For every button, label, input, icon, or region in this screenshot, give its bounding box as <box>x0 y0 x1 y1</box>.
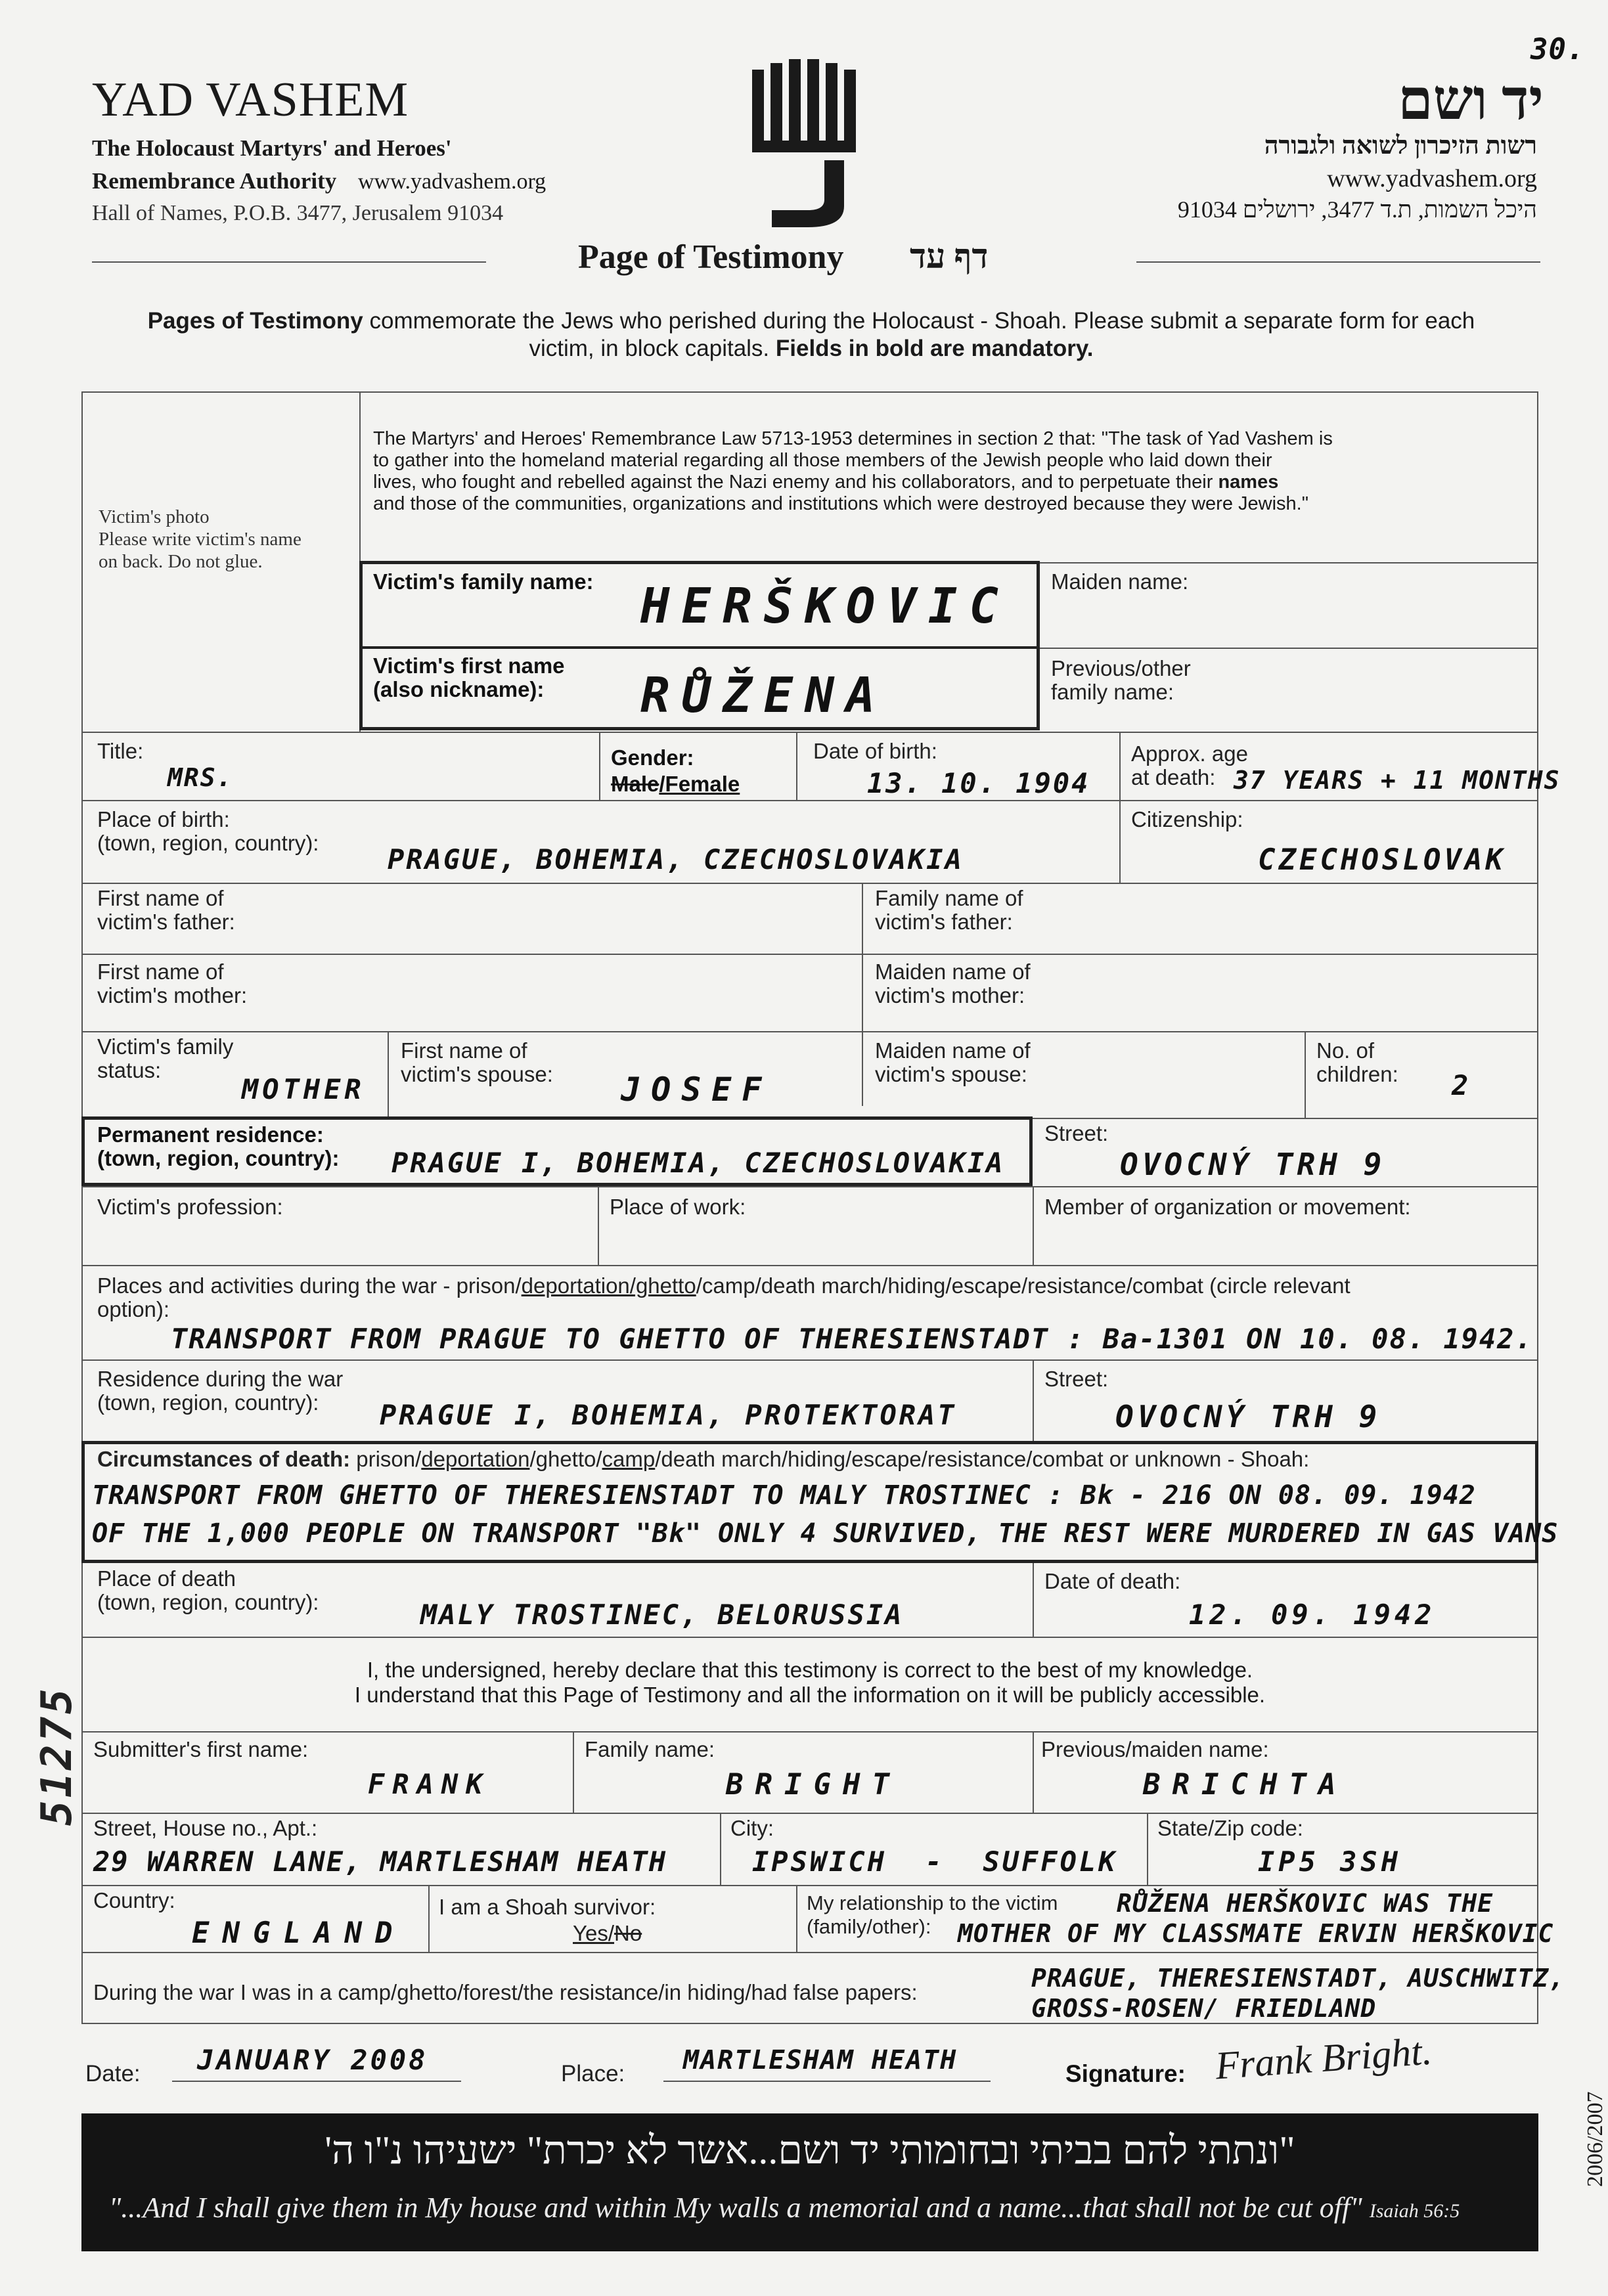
children-label-2: children: <box>1316 1062 1398 1086</box>
submitter-war-value-1[interactable]: PRAGUE, THERESIENSTADT, AUSCHWITZ, <box>1031 1964 1565 1993</box>
prev-family-label-1: Previous/other <box>1051 656 1191 680</box>
photo-line2: Please write victim's name <box>99 529 302 550</box>
death-circ-value-2[interactable]: OF THE 1,000 PEOPLE ON TRANSPORT "Bk" ONLY 4 SURVIVED, THE REST WERE MURDERED IN GAS VANS <box>92 1518 1559 1549</box>
residence-label-1: Permanent residence: <box>97 1122 324 1147</box>
footer-band <box>81 2113 1538 2251</box>
mother-first-label-2: victim's mother: <box>97 983 248 1007</box>
rule-10 <box>81 1637 1538 1638</box>
mother-first-label-1: First name of <box>97 960 224 984</box>
signature-label: Signature: <box>1065 2060 1186 2087</box>
footer-heb-quote: "ונתתי להם בביתי ובחומותי יד ושם...אשר לא יכרת" ישעיהו נ"ו ה' <box>324 2129 1295 2172</box>
war-street-value[interactable]: OVOCNÝ TRH 9 <box>1115 1399 1381 1434</box>
org-sub1: The Holocaust Martyrs' and Heroes' <box>92 135 452 161</box>
photo-box-note <box>99 506 302 573</box>
place-label: Place: <box>561 2061 625 2086</box>
profession-label: Victim's profession: <box>97 1195 283 1219</box>
law-line1: The Martyrs' and Heroes' Remembrance Law 5713-1953 determines in section 2 that: "The task of Yad Vashem is <box>373 428 1333 449</box>
place-underline <box>663 2081 991 2082</box>
v-parents <box>862 883 863 1106</box>
rule-9 <box>81 1359 1538 1361</box>
declaration <box>81 1658 1538 1708</box>
citizenship-label: Citizenship: <box>1131 807 1243 831</box>
title-value[interactable]: MRS. <box>168 763 233 792</box>
war-places-label-d: option): <box>97 1297 170 1321</box>
photo-line3: on back. Do not glue. <box>99 551 263 572</box>
death-date-value[interactable]: 12. 09. 1942 <box>1189 1599 1436 1631</box>
margin-note: 51275 <box>33 1686 81 1826</box>
gender-options <box>611 772 740 796</box>
law-line3: lives, who fought and rebelled against the Nazi enemy and his collaborators, and to perpetuate their <box>373 472 1218 493</box>
org-sub2: Remembrance Authority <box>92 168 337 194</box>
survivor-label: I am a Shoah survivor: <box>439 1895 656 1919</box>
first-name-value[interactable]: RŮŽENA <box>640 667 887 724</box>
rule-12 <box>81 1813 1538 1814</box>
title-rule-right <box>1136 261 1540 263</box>
residence-label-2: (town, region, country): <box>97 1146 340 1170</box>
signature-value[interactable]: Frank Bright. <box>1214 2029 1433 2088</box>
v-death-date <box>1033 1563 1034 1637</box>
first-name-label-2: (also nickname): <box>373 677 545 701</box>
law-text <box>373 428 1529 515</box>
father-family-label-1: Family name of <box>875 886 1023 910</box>
intro-bold-lead: Pages of Testimony <box>147 308 363 334</box>
street-label: Street: <box>1044 1121 1109 1145</box>
v-age-left <box>1119 732 1121 883</box>
v-sub-survivor <box>428 1885 430 1952</box>
relationship-value-1[interactable]: RŮŽENA HERŠKOVIC WAS THE <box>1117 1889 1494 1918</box>
submitter-street-value[interactable]: 29 WARREN LANE, MARTLESHAM HEATH <box>93 1845 667 1878</box>
age-label-1: Approx. age <box>1131 741 1248 766</box>
footer-eng-source: Isaiah 56:5 <box>1369 2200 1460 2222</box>
rule-11 <box>81 1731 1538 1733</box>
age-label-2: at death: <box>1131 765 1216 789</box>
rule-7 <box>81 1186 1538 1187</box>
workplace-label: Place of work: <box>610 1195 746 1219</box>
survivor-options <box>573 1922 642 1945</box>
rule-5 <box>81 1031 1538 1032</box>
law-line4: and those of the communities, organizations and institutions which were destroyed because they were Jewish." <box>373 493 1309 514</box>
rule-maiden <box>1040 648 1538 649</box>
rule-8 <box>81 1265 1538 1266</box>
father-first-label-1: First name of <box>97 886 224 910</box>
death-circ-label-d: /ghetto/ <box>529 1447 602 1471</box>
spouse-maiden-label-2: victim's spouse: <box>875 1062 1027 1086</box>
intro-text <box>85 307 1537 363</box>
war-places-value[interactable]: TRANSPORT FROM PRAGUE TO GHETTO OF THERESIENSTADT : Ba-1301 ON 10. 08. 1942. <box>171 1323 1533 1355</box>
v-sub-family <box>573 1731 574 1813</box>
war-places-label <box>97 1274 1529 1321</box>
mother-maiden-label-2: victim's mother: <box>875 983 1025 1007</box>
submitter-prev-label: Previous/maiden name: <box>1041 1737 1269 1761</box>
submitter-prev-value[interactable]: BRICHTA <box>1143 1768 1348 1801</box>
dob-label: Date of birth: <box>813 739 937 763</box>
footer-eng-quote: "...And I shall give them in My house and within My walls a memorial and a name...that shall not be cut off" <box>108 2192 1362 2224</box>
page-number: 30. <box>1530 33 1585 66</box>
gender-female-option[interactable]: /Female <box>659 772 740 796</box>
place-value[interactable]: MARTLESHAM HEATH <box>683 2045 958 2075</box>
v-member <box>1033 1186 1034 1265</box>
v-children <box>1305 1031 1306 1119</box>
submitter-country-label: Country: <box>93 1888 175 1912</box>
death-circ-label-f: /death march/hiding/escape/resistance/combat or unknown - Shoah: <box>655 1447 1310 1471</box>
intro-line1: commemorate the Jews who perished during the Holocaust - Shoah. Please submit a separate form for each <box>363 308 1475 334</box>
war-res-label-1: Residence during the war <box>97 1367 344 1391</box>
war-res-label-2: (town, region, country): <box>97 1390 319 1415</box>
name-block-divider <box>359 646 1040 649</box>
v-work <box>598 1186 599 1265</box>
heb-org-sub: רשות הזיכרון לשואה ולגבורה <box>1264 132 1537 160</box>
dob-value[interactable]: 13. 10. 1904 <box>867 767 1090 799</box>
family-status-value[interactable]: MOTHER <box>242 1073 365 1105</box>
first-name-label-1: Victim's first name <box>373 653 565 678</box>
submitter-first-label: Submitter's first name: <box>93 1737 309 1761</box>
submitter-city-label: City: <box>730 1816 774 1840</box>
submitter-family-label: Family name: <box>585 1737 715 1761</box>
law-names: names <box>1218 472 1279 493</box>
rule-14 <box>81 1952 1538 1953</box>
street-value[interactable]: OVOCNÝ TRH 9 <box>1120 1147 1386 1182</box>
war-places-label-a: Places and activities during the war - prison/ <box>97 1273 522 1298</box>
submitter-first-value[interactable]: FRANK <box>368 1768 491 1800</box>
year-code: 2006/2007 <box>1583 2091 1607 2187</box>
org-name: YAD VASHEM <box>92 73 409 127</box>
death-circ-value-1[interactable]: TRANSPORT FROM GHETTO OF THERESIENSTADT TO MALY TROSTINEC : Bk - 216 ON 08. 09. 1942 <box>92 1480 1476 1511</box>
family-name-label: Victim's family name: <box>373 569 594 594</box>
war-places-label-c: /camp/death march/hiding/escape/resistance/combat (circle relevant <box>696 1273 1351 1298</box>
submitter-zip-label: State/Zip code: <box>1157 1816 1303 1840</box>
relationship-label-2: (family/other): <box>807 1915 931 1938</box>
father-first-label-2: victim's father: <box>97 910 235 934</box>
father-family-label-2: victim's father: <box>875 910 1013 934</box>
mother-maiden-label-1: Maiden name of <box>875 960 1031 984</box>
death-place-label-1: Place of death <box>97 1566 236 1591</box>
yad-vashem-logo-icon <box>746 55 870 232</box>
v-sub-city <box>720 1813 721 1885</box>
relationship-value-2[interactable]: MOTHER OF MY CLASSMATE ERVIN HERŠKOVIC <box>958 1919 1554 1948</box>
gender-label: Gender: <box>611 745 694 770</box>
photo-line1: Victim's photo <box>99 506 210 527</box>
death-circ-label <box>97 1447 1529 1471</box>
relationship-label-1: My relationship to the victim <box>807 1891 1058 1914</box>
spouse-first-value[interactable]: JOSEF <box>621 1071 772 1109</box>
law-line2: to gather into the homeland material regarding all those members of the Jewish people who laid down their <box>373 450 1272 471</box>
member-label: Member of organization or movement: <box>1044 1195 1411 1219</box>
org-sub2-row <box>92 168 546 194</box>
spouse-first-label-1: First name of <box>401 1038 527 1063</box>
age-value[interactable]: 37 YEARS + 11 MONTHS <box>1234 766 1561 795</box>
date-label: Date: <box>85 2061 141 2086</box>
death-date-label: Date of death: <box>1044 1569 1181 1593</box>
rule-3 <box>81 883 1538 884</box>
declaration-line1: I, the undersigned, hereby declare that this testimony is correct to the best of my knowledge. <box>367 1658 1253 1682</box>
rule-2 <box>81 800 1538 801</box>
form-title: Page of Testimony <box>578 238 844 276</box>
death-circ-label-b: prison/ <box>350 1447 422 1471</box>
v-gender-left <box>599 732 600 800</box>
date-value[interactable]: JANUARY 2008 <box>197 2044 428 2076</box>
intro-line2: victim, in block capitals. <box>529 336 776 361</box>
spouse-maiden-label-1: Maiden name of <box>875 1038 1031 1063</box>
rule-1 <box>81 732 1538 733</box>
residence-value[interactable]: PRAGUE I, BOHEMIA, CZECHOSLOVAKIA <box>391 1147 1005 1179</box>
intro-mandatory: Fields in bold are mandatory. <box>775 336 1094 361</box>
spouse-first-label-2: victim's spouse: <box>401 1062 553 1086</box>
v-sub-prev <box>1033 1731 1034 1813</box>
title-rule-left <box>92 261 486 263</box>
v-spouse <box>388 1031 389 1119</box>
death-circ-label-c: deportation <box>421 1447 530 1471</box>
submitter-family-value[interactable]: BRIGHT <box>726 1768 901 1801</box>
v-sub-relationship <box>796 1885 797 1952</box>
death-circ-label-e: camp <box>602 1447 656 1471</box>
date-underline <box>172 2081 461 2082</box>
survivor-no-option[interactable]: No <box>614 1921 642 1945</box>
death-place-value[interactable]: MALY TROSTINEC, BELORUSSIA <box>420 1599 904 1631</box>
pob-value[interactable]: PRAGUE, BOHEMIA, CZECHOSLOVAKIA <box>388 843 964 875</box>
family-status-label-1: Victim's family <box>97 1034 234 1059</box>
heb-website-link[interactable]: www.yadvashem.org <box>1327 165 1537 192</box>
rule-4 <box>81 954 1538 955</box>
submitter-street-label: Street, House no., Apt.: <box>93 1816 318 1840</box>
heb-address: היכל השמות, ת.ד 3477, ירושלים 91034 <box>1177 196 1537 223</box>
v-dob-left <box>796 732 797 800</box>
prev-family-label-2: family name: <box>1051 680 1174 704</box>
survivor-yes-option[interactable]: Yes/ <box>573 1921 615 1945</box>
submitter-war-value-2[interactable]: GROSS-ROSEN/ FRIEDLAND <box>1031 1994 1377 2023</box>
footer-eng-quote-row <box>95 2191 1474 2224</box>
family-status-label-2: status: <box>97 1058 162 1082</box>
maiden-name-label: Maiden name: <box>1051 569 1189 594</box>
children-value[interactable]: 2 <box>1452 1069 1472 1101</box>
children-label-1: No. of <box>1316 1038 1375 1063</box>
submitter-city-value[interactable]: IPSWICH - SUFFOLK <box>752 1845 1118 1878</box>
submitter-zip-value[interactable]: IP5 3SH <box>1258 1845 1402 1878</box>
submitter-war-label: During the war I was in a camp/ghetto/forest/the resistance/in hiding/had false papers: <box>93 1980 918 2004</box>
org-address: Hall of Names, P.O.B. 3477, Jerusalem 91034 <box>92 201 504 225</box>
website-link[interactable]: www.yadvashem.org <box>358 169 547 194</box>
rule-6r <box>1033 1118 1538 1119</box>
war-places-label-b: deportation/ghetto <box>521 1273 696 1298</box>
gender-male-option[interactable]: Male <box>611 772 659 796</box>
declaration-line2: I understand that this Page of Testimony and all the information on it will be publicly accessible. <box>354 1683 1266 1707</box>
title-label: Title: <box>97 739 144 763</box>
death-circ-label-a: Circumstances of death: <box>97 1447 351 1471</box>
family-name-value[interactable]: HERŠKOVIC <box>640 578 1010 634</box>
heb-org-name: יד ושם <box>1398 68 1544 131</box>
rule-13 <box>81 1885 1538 1886</box>
war-street-label: Street: <box>1044 1367 1109 1391</box>
pob-label-2: (town, region, country): <box>97 831 319 855</box>
pob-label-1: Place of birth: <box>97 807 230 831</box>
form-title-heb: דף עד <box>910 238 989 276</box>
v-sub-zip <box>1147 1813 1148 1885</box>
submitter-country-value[interactable]: ENGLAND <box>192 1916 406 1950</box>
citizenship-value[interactable]: CZECHOSLOVAK <box>1258 843 1506 877</box>
v-war-street <box>1033 1359 1034 1441</box>
war-res-value[interactable]: PRAGUE I, BOHEMIA, PROTEKTORAT <box>380 1399 957 1431</box>
death-place-label-2: (town, region, country): <box>97 1590 319 1614</box>
